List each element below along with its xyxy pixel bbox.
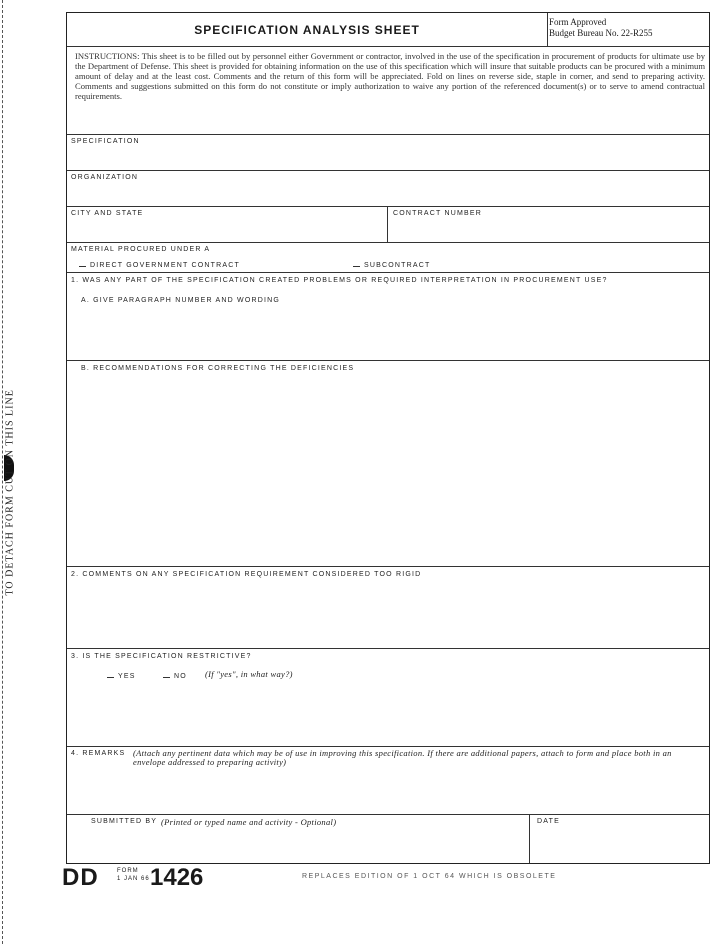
question-1a-area[interactable] xyxy=(67,273,709,361)
form-footer xyxy=(62,864,712,894)
q3-no-label: NO xyxy=(174,673,187,680)
question-1b-area[interactable] xyxy=(67,361,709,567)
submitted-by-label: SUBMITTED BY xyxy=(91,818,158,825)
question-1-text: 1. WAS ANY PART OF THE SPECIFICATION CREATED PROBLEMS OR REQUIRED INTERPRETATION IN PROCUREMENT USE? xyxy=(71,277,608,284)
direct-contract-option[interactable] xyxy=(79,260,240,269)
header-row xyxy=(67,13,709,47)
city-state-label: CITY AND STATE xyxy=(71,210,144,217)
question-4-note: (Attach any pertinent data which may be of use in improving this specification. If there are additional papers, attach to form and place both in an envelope addressed to preparing activity) xyxy=(133,748,672,767)
dd-mark: DD xyxy=(62,864,99,891)
contract-number-label: CONTRACT NUMBER xyxy=(393,210,483,217)
form-number: 1426 xyxy=(150,864,204,891)
question-4-text: 4. REMARKS xyxy=(71,750,126,757)
material-procured-label: MATERIAL PROCURED UNDER A xyxy=(71,246,211,253)
form-date: 1 JAN 66 xyxy=(117,876,150,882)
question-2-text: 2. COMMENTS ON ANY SPECIFICATION REQUIREMENT CONSIDERED TOO RIGID xyxy=(71,571,422,578)
question-3-text: 3. IS THE SPECIFICATION RESTRICTIVE? xyxy=(71,653,252,660)
form-label-block xyxy=(117,867,150,883)
approval-block xyxy=(549,17,709,39)
q3-no-checkbox[interactable] xyxy=(163,671,170,678)
date-label: DATE xyxy=(537,818,560,825)
q3-no-option[interactable] xyxy=(163,671,187,680)
organization-label: ORGANIZATION xyxy=(71,174,139,181)
question-1b-text: B. RECOMMENDATIONS FOR CORRECTING THE DEFICIENCIES xyxy=(81,365,355,372)
subcontract-option[interactable] xyxy=(353,260,430,269)
question-2-area[interactable] xyxy=(67,567,709,649)
material-procured-row xyxy=(67,243,709,273)
question-4-area[interactable] xyxy=(67,747,709,815)
q3-note: (If "yes", in what way?) xyxy=(205,669,293,679)
instructions-row xyxy=(67,47,709,135)
submitted-by-note: (Printed or typed name and activity - Optional) xyxy=(161,817,337,827)
specification-label: SPECIFICATION xyxy=(71,138,140,145)
subcontract-label: SUBCONTRACT xyxy=(364,262,431,269)
cut-line-text: TO DETACH FORM CUT ON THIS LINE xyxy=(4,389,16,596)
submitted-row xyxy=(67,815,709,863)
question-1a-text: A. GIVE PARAGRAPH NUMBER AND WORDING xyxy=(81,297,281,304)
direct-contract-checkbox[interactable] xyxy=(79,260,86,267)
divider xyxy=(529,815,530,863)
direct-contract-label: DIRECT GOVERNMENT CONTRACT xyxy=(90,262,240,269)
question-3-area[interactable] xyxy=(67,649,709,747)
q3-yes-option[interactable] xyxy=(107,671,136,680)
subcontract-checkbox[interactable] xyxy=(353,260,360,267)
instructions-text: INSTRUCTIONS: This sheet is to be filled out by personnel either Government or contractor, involved in the use of the specification in procurement of products for ultimate use by the Department of Defense. This sheet is provided for obtaining information on the use of this specification which will insure that suitable products can be procured with a minimum amount of delay and at the least cost. Comments and the return of this form will be appreciated. Fold on lines on reverse side, staple in corner, and send to preparing activity. Comments and suggestions submitted on this form do not constitute or imply authorization to waive any portion of the referenced document(s) or to serve to amend contractual requirements. xyxy=(75,51,705,101)
q3-yes-checkbox[interactable] xyxy=(107,671,114,678)
form-title: SPECIFICATION ANALYSIS SHEET xyxy=(67,13,548,47)
q3-yes-label: YES xyxy=(118,673,136,680)
approval-line-1: Form Approved xyxy=(549,17,607,27)
approval-line-2: Budget Bureau No. 22-R255 xyxy=(549,28,653,38)
specification-field[interactable] xyxy=(67,135,709,171)
specification-analysis-form xyxy=(66,12,710,864)
divider xyxy=(387,207,388,243)
organization-field[interactable] xyxy=(67,171,709,207)
replaces-note: REPLACES EDITION OF 1 OCT 64 WHICH IS OBSOLETE xyxy=(302,873,557,880)
city-contract-row xyxy=(67,207,709,243)
form-label: FORM xyxy=(117,868,139,874)
